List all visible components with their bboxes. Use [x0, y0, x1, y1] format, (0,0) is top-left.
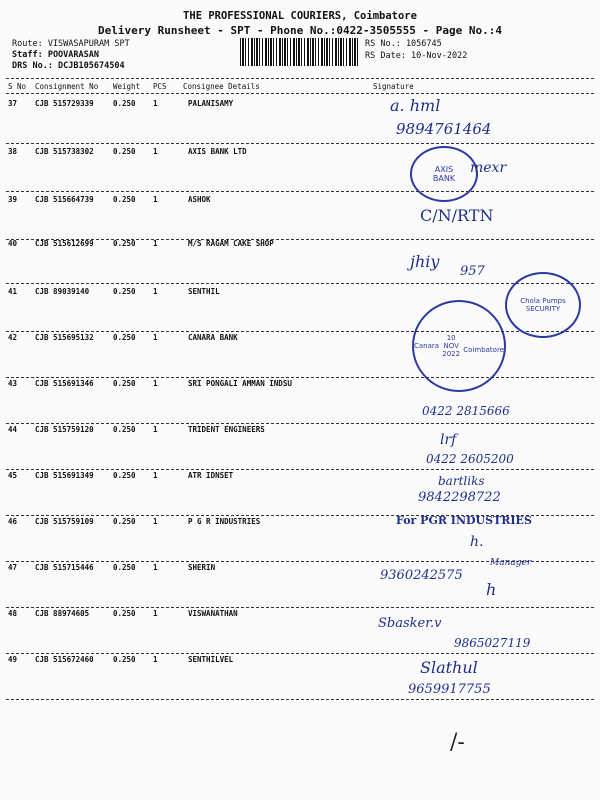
- row-consignment-no: CJB 515715446: [35, 563, 94, 572]
- header-bottom-rule: [6, 93, 594, 94]
- row-sno: 37: [8, 99, 18, 108]
- signature-scribble-47: h: [486, 580, 497, 599]
- return-note: C/N/RTN: [420, 206, 494, 225]
- row-consignee: ASHOK: [188, 195, 211, 204]
- handwritten-phone-3: 0422 2815666: [422, 404, 510, 418]
- row-consignee: VISWANATHAN: [188, 609, 238, 618]
- row-consignment-no: CJB 515759120: [35, 425, 94, 434]
- row-sno: 38: [8, 147, 18, 156]
- row-consignment-no: CJB 515729339: [35, 99, 94, 108]
- row-divider: [6, 699, 594, 700]
- row-consignment-no: CJB 515759109: [35, 517, 94, 526]
- canara-bank-stamp: Canara 10 NOV 2022 Coimbatore: [412, 300, 506, 392]
- row-sno: 43: [8, 379, 18, 388]
- table-row: [0, 236, 600, 284]
- row-weight: 0.250: [113, 195, 136, 204]
- signature-scribble-40: jhiy: [410, 252, 440, 271]
- header-top-rule: [6, 78, 594, 79]
- handwritten-phone-7: 9865027119: [454, 636, 531, 650]
- row-consignment-no: CJB 515738302: [35, 147, 94, 156]
- row-consignment-no: CJB 515664739: [35, 195, 94, 204]
- row-pcs: 1: [153, 563, 158, 572]
- row-sno: 47: [8, 563, 18, 572]
- row-pcs: 1: [153, 425, 158, 434]
- row-consignment-no: CJB 89039140: [35, 287, 90, 296]
- table-row: [0, 192, 600, 240]
- row-sno: 46: [8, 517, 18, 526]
- signature-scribble-48: Sbasker.v: [378, 616, 442, 631]
- row-pcs: 1: [153, 99, 158, 108]
- row-consignment-no: CJB 515672460: [35, 655, 94, 664]
- col-header-weight: Weight: [113, 82, 141, 91]
- row-consignee: SENTHIL: [188, 287, 220, 296]
- row-pcs: 1: [153, 287, 158, 296]
- pgr-industries-stamp: For PGR INDUSTRIES: [396, 514, 532, 527]
- row-weight: 0.250: [113, 655, 136, 664]
- row-pcs: 1: [153, 239, 158, 248]
- chola-pumps-stamp: Chola Pumps SECURITY: [505, 272, 581, 338]
- handwritten-phone-6: 9360242575: [380, 568, 463, 583]
- signature-scribble-44: lrf: [440, 432, 457, 448]
- col-header-sno: S No: [8, 82, 27, 91]
- courier-company-title: THE PROFESSIONAL COURIERS, Coimbatore: [183, 10, 417, 22]
- staff-label: Staff: POOVARASAN: [12, 50, 99, 60]
- rs-date: RS Date: 10-Nov-2022: [365, 51, 468, 61]
- row-consignee: SRI PONGALI AMMAN INDSU: [188, 379, 292, 388]
- drs-number: DRS No.: DCJB105674504: [12, 61, 125, 71]
- row-pcs: 1: [153, 195, 158, 204]
- handwritten-phone-4: 0422 2605200: [426, 452, 514, 466]
- stamp-date: 10 NOV 2022: [442, 334, 461, 358]
- row-weight: 0.250: [113, 287, 136, 296]
- row-consignee: SENTHILVEL: [188, 655, 234, 664]
- row-consignee: SHERIN: [188, 563, 216, 572]
- row-consignment-no: CJB 515612699: [35, 239, 94, 248]
- row-sno: 40: [8, 239, 18, 248]
- row-weight: 0.250: [113, 425, 136, 434]
- row-consignee: TRIDENT ENGINEERS: [188, 425, 265, 434]
- runsheet-subtitle: Delivery Runsheet - SPT - Phone No.:0422-3505555 - Page No.:4: [98, 24, 502, 37]
- handwritten-phone-8: 9659917755: [408, 682, 491, 697]
- col-header-signature: Signature: [373, 82, 414, 91]
- signature-scribble-46: h.: [470, 534, 484, 550]
- signature-scribble-38: mexr: [470, 160, 507, 176]
- handwritten-phone-5: 9842298722: [418, 490, 501, 505]
- row-pcs: 1: [153, 333, 158, 342]
- table-row: [0, 652, 600, 700]
- row-pcs: 1: [153, 147, 158, 156]
- col-header-consignee: Consignee Details: [183, 82, 260, 91]
- barcode: [240, 38, 358, 66]
- row-weight: 0.250: [113, 147, 136, 156]
- handwritten-phone-1: 9894761464: [396, 120, 492, 138]
- row-weight: 0.250: [113, 379, 136, 388]
- axis-bank-stamp: AXIS BANK: [410, 146, 478, 202]
- row-pcs: 1: [153, 379, 158, 388]
- row-consignee: P G R INDUSTRIES: [188, 517, 261, 526]
- row-sno: 39: [8, 195, 18, 204]
- row-consignment-no: CJB 515691349: [35, 471, 94, 480]
- row-weight: 0.250: [113, 99, 136, 108]
- row-pcs: 1: [153, 517, 158, 526]
- row-consignee: ATR IDNSET: [188, 471, 234, 480]
- row-weight: 0.250: [113, 239, 136, 248]
- row-pcs: 1: [153, 471, 158, 480]
- row-sno: 49: [8, 655, 18, 664]
- row-weight: 0.250: [113, 563, 136, 572]
- handwritten-phone-2: 957: [460, 264, 485, 279]
- row-sno: 42: [8, 333, 18, 342]
- signature-scribble-45: bartliks: [438, 474, 485, 488]
- signature-scribble-49: Slathul: [420, 658, 478, 677]
- row-pcs: 1: [153, 655, 158, 664]
- table-row: [0, 468, 600, 516]
- table-row: [0, 144, 600, 192]
- row-weight: 0.250: [113, 471, 136, 480]
- table-row: [0, 376, 600, 424]
- row-consignment-no: CJB 88974605: [35, 609, 90, 618]
- col-header-consignment: Consignment No: [35, 82, 99, 91]
- row-consignment-no: CJB 515691346: [35, 379, 94, 388]
- row-sno: 45: [8, 471, 18, 480]
- row-consignee: AXIS BANK LTD: [188, 147, 247, 156]
- row-sno: 44: [8, 425, 18, 434]
- row-consignee: PALANISAMY: [188, 99, 234, 108]
- manager-label: Manager: [490, 558, 532, 568]
- row-consignment-no: CJB 515695132: [35, 333, 94, 342]
- col-header-pcs: PCS: [153, 82, 167, 91]
- row-consignee: CANARA BANK: [188, 333, 238, 342]
- table-row: [0, 96, 600, 144]
- pen-mark: /-: [450, 730, 465, 755]
- route-label: Route: VISWASAPURAM SPT: [12, 39, 130, 49]
- row-weight: 0.250: [113, 333, 136, 342]
- row-sno: 41: [8, 287, 18, 296]
- row-weight: 0.250: [113, 517, 136, 526]
- rs-number: RS No.: 1056745: [365, 39, 442, 49]
- signature-scribble-37: a. hml: [390, 96, 441, 115]
- row-sno: 48: [8, 609, 18, 618]
- row-consignee: M/S RAGAM CAKE SHOP: [188, 239, 274, 248]
- row-pcs: 1: [153, 609, 158, 618]
- table-row: [0, 330, 600, 378]
- row-weight: 0.250: [113, 609, 136, 618]
